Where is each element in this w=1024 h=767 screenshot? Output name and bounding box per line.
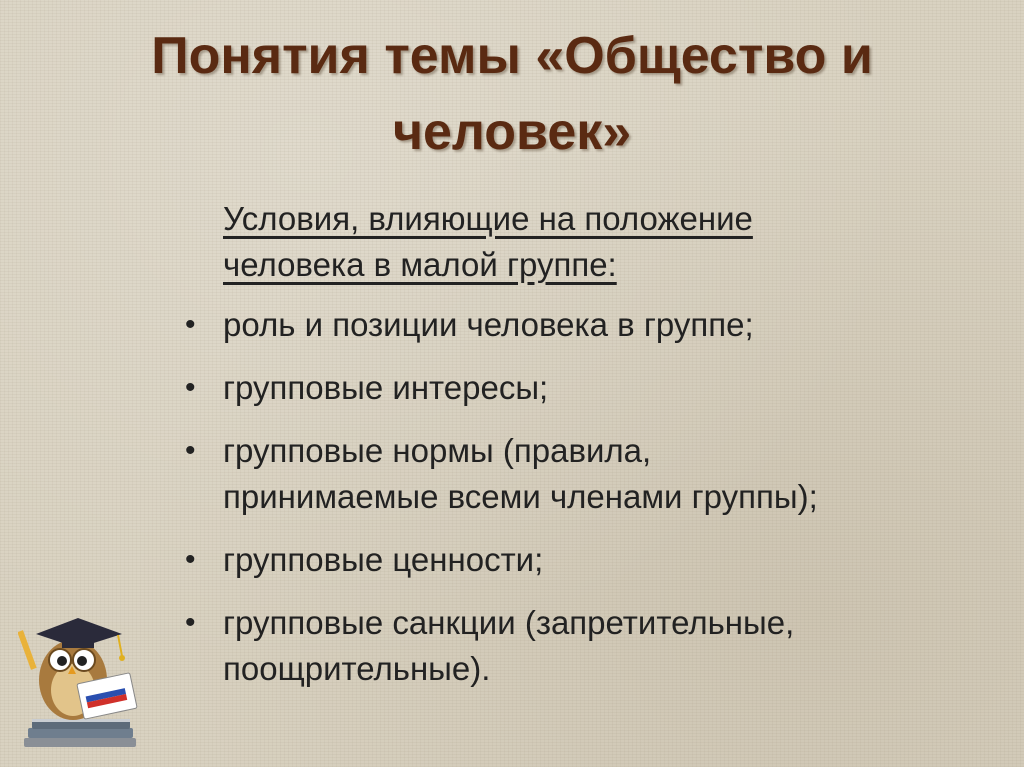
bullet-text: роль и позиции человека в группе; — [223, 306, 754, 343]
bullet-text-continued: принимаемые всеми членами группы); — [223, 478, 818, 515]
slide-title — [0, 18, 1024, 170]
bullet-dot: • — [185, 606, 196, 639]
bullet-item — [180, 302, 1000, 348]
slide-title-line-2: человек» — [392, 103, 632, 161]
slide-title-line-1: Понятия темы «Общество и — [151, 27, 873, 85]
slide-body — [180, 196, 1000, 709]
bullet-item — [180, 428, 1000, 520]
bullet-text: групповые интересы; — [223, 369, 549, 406]
bullet-dot: • — [185, 371, 196, 404]
bullet-item — [180, 365, 1000, 411]
intro-line-2: человека в малой группе: — [223, 246, 617, 283]
bullet-item — [180, 537, 1000, 583]
bullet-text: групповые ценности; — [223, 541, 544, 578]
intro-text — [223, 196, 1000, 288]
bullet-list — [180, 302, 1000, 692]
bullet-item — [180, 600, 1000, 692]
bullet-dot: • — [185, 434, 196, 467]
bullet-text: групповые нормы (правила, — [223, 432, 652, 469]
bullet-dot: • — [185, 543, 196, 576]
bullet-text-continued: поощрительные). — [223, 650, 491, 687]
owl-with-graduation-cap-icon — [18, 600, 148, 750]
intro-line-1: Условия, влияющие на положение — [223, 200, 753, 237]
bullet-text: групповые санкции (запретительные, — [223, 604, 795, 641]
bullet-dot: • — [185, 308, 196, 341]
